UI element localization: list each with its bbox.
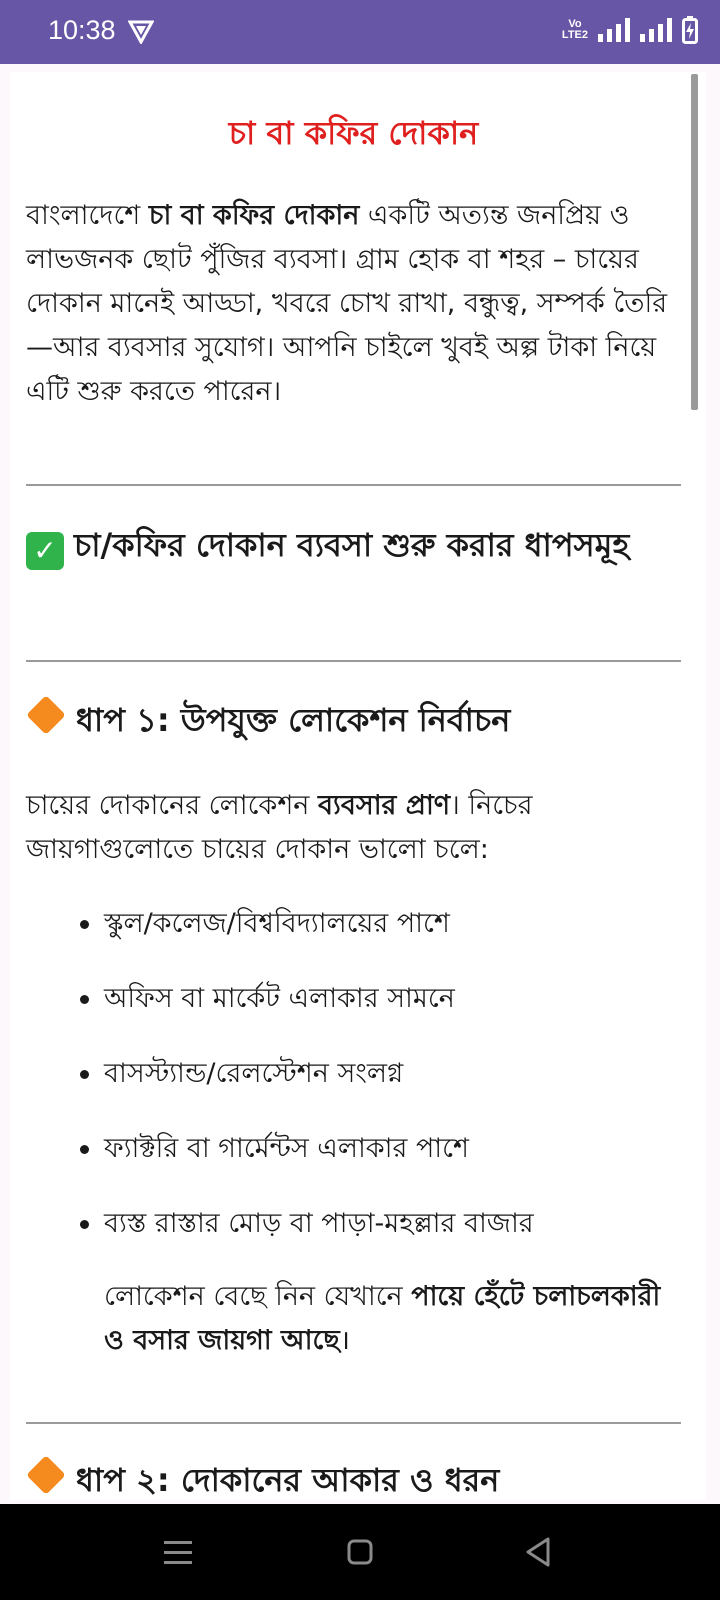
divider <box>26 1422 681 1424</box>
article-view[interactable] <box>10 72 706 1500</box>
orange-diamond-icon <box>26 1455 66 1495</box>
scrollbar[interactable] <box>691 74 698 410</box>
list-item: ব্যস্ত রাস্তার মোড় বা পাড়া-মহল্লার বাজার <box>104 1208 534 1239</box>
signal-strength-icon-sim2 <box>640 18 672 42</box>
location-note: লোকেশন বেছে নিন যেখানে পায়ে হেঁটে চলাচলকারী ও বসার জায়গা আছে। <box>104 1281 661 1356</box>
list-item: স্কুল/কলেজ/বিশ্ববিদ্যালয়ের পাশে <box>104 908 450 939</box>
steps-heading: ✓ চা/কফির দোকান ব্যবসা শুরু করার ধাপসমূহ <box>26 520 681 571</box>
list-item: অফিস বা মার্কেট এলাকার সামনে <box>104 983 455 1014</box>
list-bullet <box>80 920 89 929</box>
step2-heading: ধাপ ২: দোকানের আকার ও ধরন <box>26 1458 681 1500</box>
list-bullet <box>80 1145 89 1154</box>
navigation-bar <box>0 1504 720 1600</box>
location-note-bold: পায়ে হেঁটে চলাচলকারী ও বসার জায়গা আছে <box>104 1281 661 1356</box>
status-bar <box>0 0 720 64</box>
vpn-shield-icon <box>128 18 154 44</box>
list-item: ফ্যাক্টরি বা গার্মেন্টস এলাকার পাশে <box>104 1133 469 1164</box>
volte-icon: Vo LTE2 <box>561 18 588 41</box>
list-item: বাসস্ট্যান্ড/রেলস্টেশন সংলগ্ন <box>104 1058 404 1089</box>
list-bullet <box>80 995 89 1004</box>
intro-paragraph: বাংলাদেশে চা বা কফির দোকান একটি অত্যন্ত জনপ্রিয় ও লাভজনক ছোট পুঁজির ব্যবসা। গ্রাম হোক বা শহর – চায়ের দোকান মানেই আড্ডা, খবরে চোখ রাখা, বন্ধুত্ব, সম্পর্ক তৈরি—আর ব্যবসার সুযোগ। আপনি চাইলে খুবই অল্প টাকা নিয়ে এটি শুরু করতে পারেন। <box>26 200 668 407</box>
list-bullet <box>80 1220 89 1229</box>
battery-charging-icon <box>682 16 698 44</box>
check-mark-icon: ✓ <box>26 532 64 570</box>
status-icons <box>562 16 698 44</box>
divider <box>26 660 681 662</box>
intro-bold-text: চা বা কফির দোকান <box>148 200 360 231</box>
orange-diamond-icon <box>26 695 66 735</box>
step1-heading: ধাপ ১: উপযুক্ত লোকেশন নির্বাচন <box>26 698 681 742</box>
home-button-icon[interactable] <box>346 1534 374 1570</box>
step1-paragraph: চায়ের দোকানের লোকেশন ব্যবসার প্রাণ। নিচের জায়গাগুলোতে চায়ের দোকান ভালো চলে: <box>26 790 533 865</box>
signal-strength-icon-sim1 <box>598 18 630 42</box>
status-time: 10:38 <box>48 15 116 45</box>
article-title: চা বা কফির দোকান <box>228 114 479 152</box>
step1-bold-text: ব্যবসার প্রাণ <box>318 790 451 821</box>
recent-apps-menu-icon[interactable] <box>164 1534 192 1570</box>
list-bullet <box>80 1070 89 1079</box>
divider <box>26 484 681 486</box>
back-button-icon[interactable] <box>524 1534 552 1570</box>
